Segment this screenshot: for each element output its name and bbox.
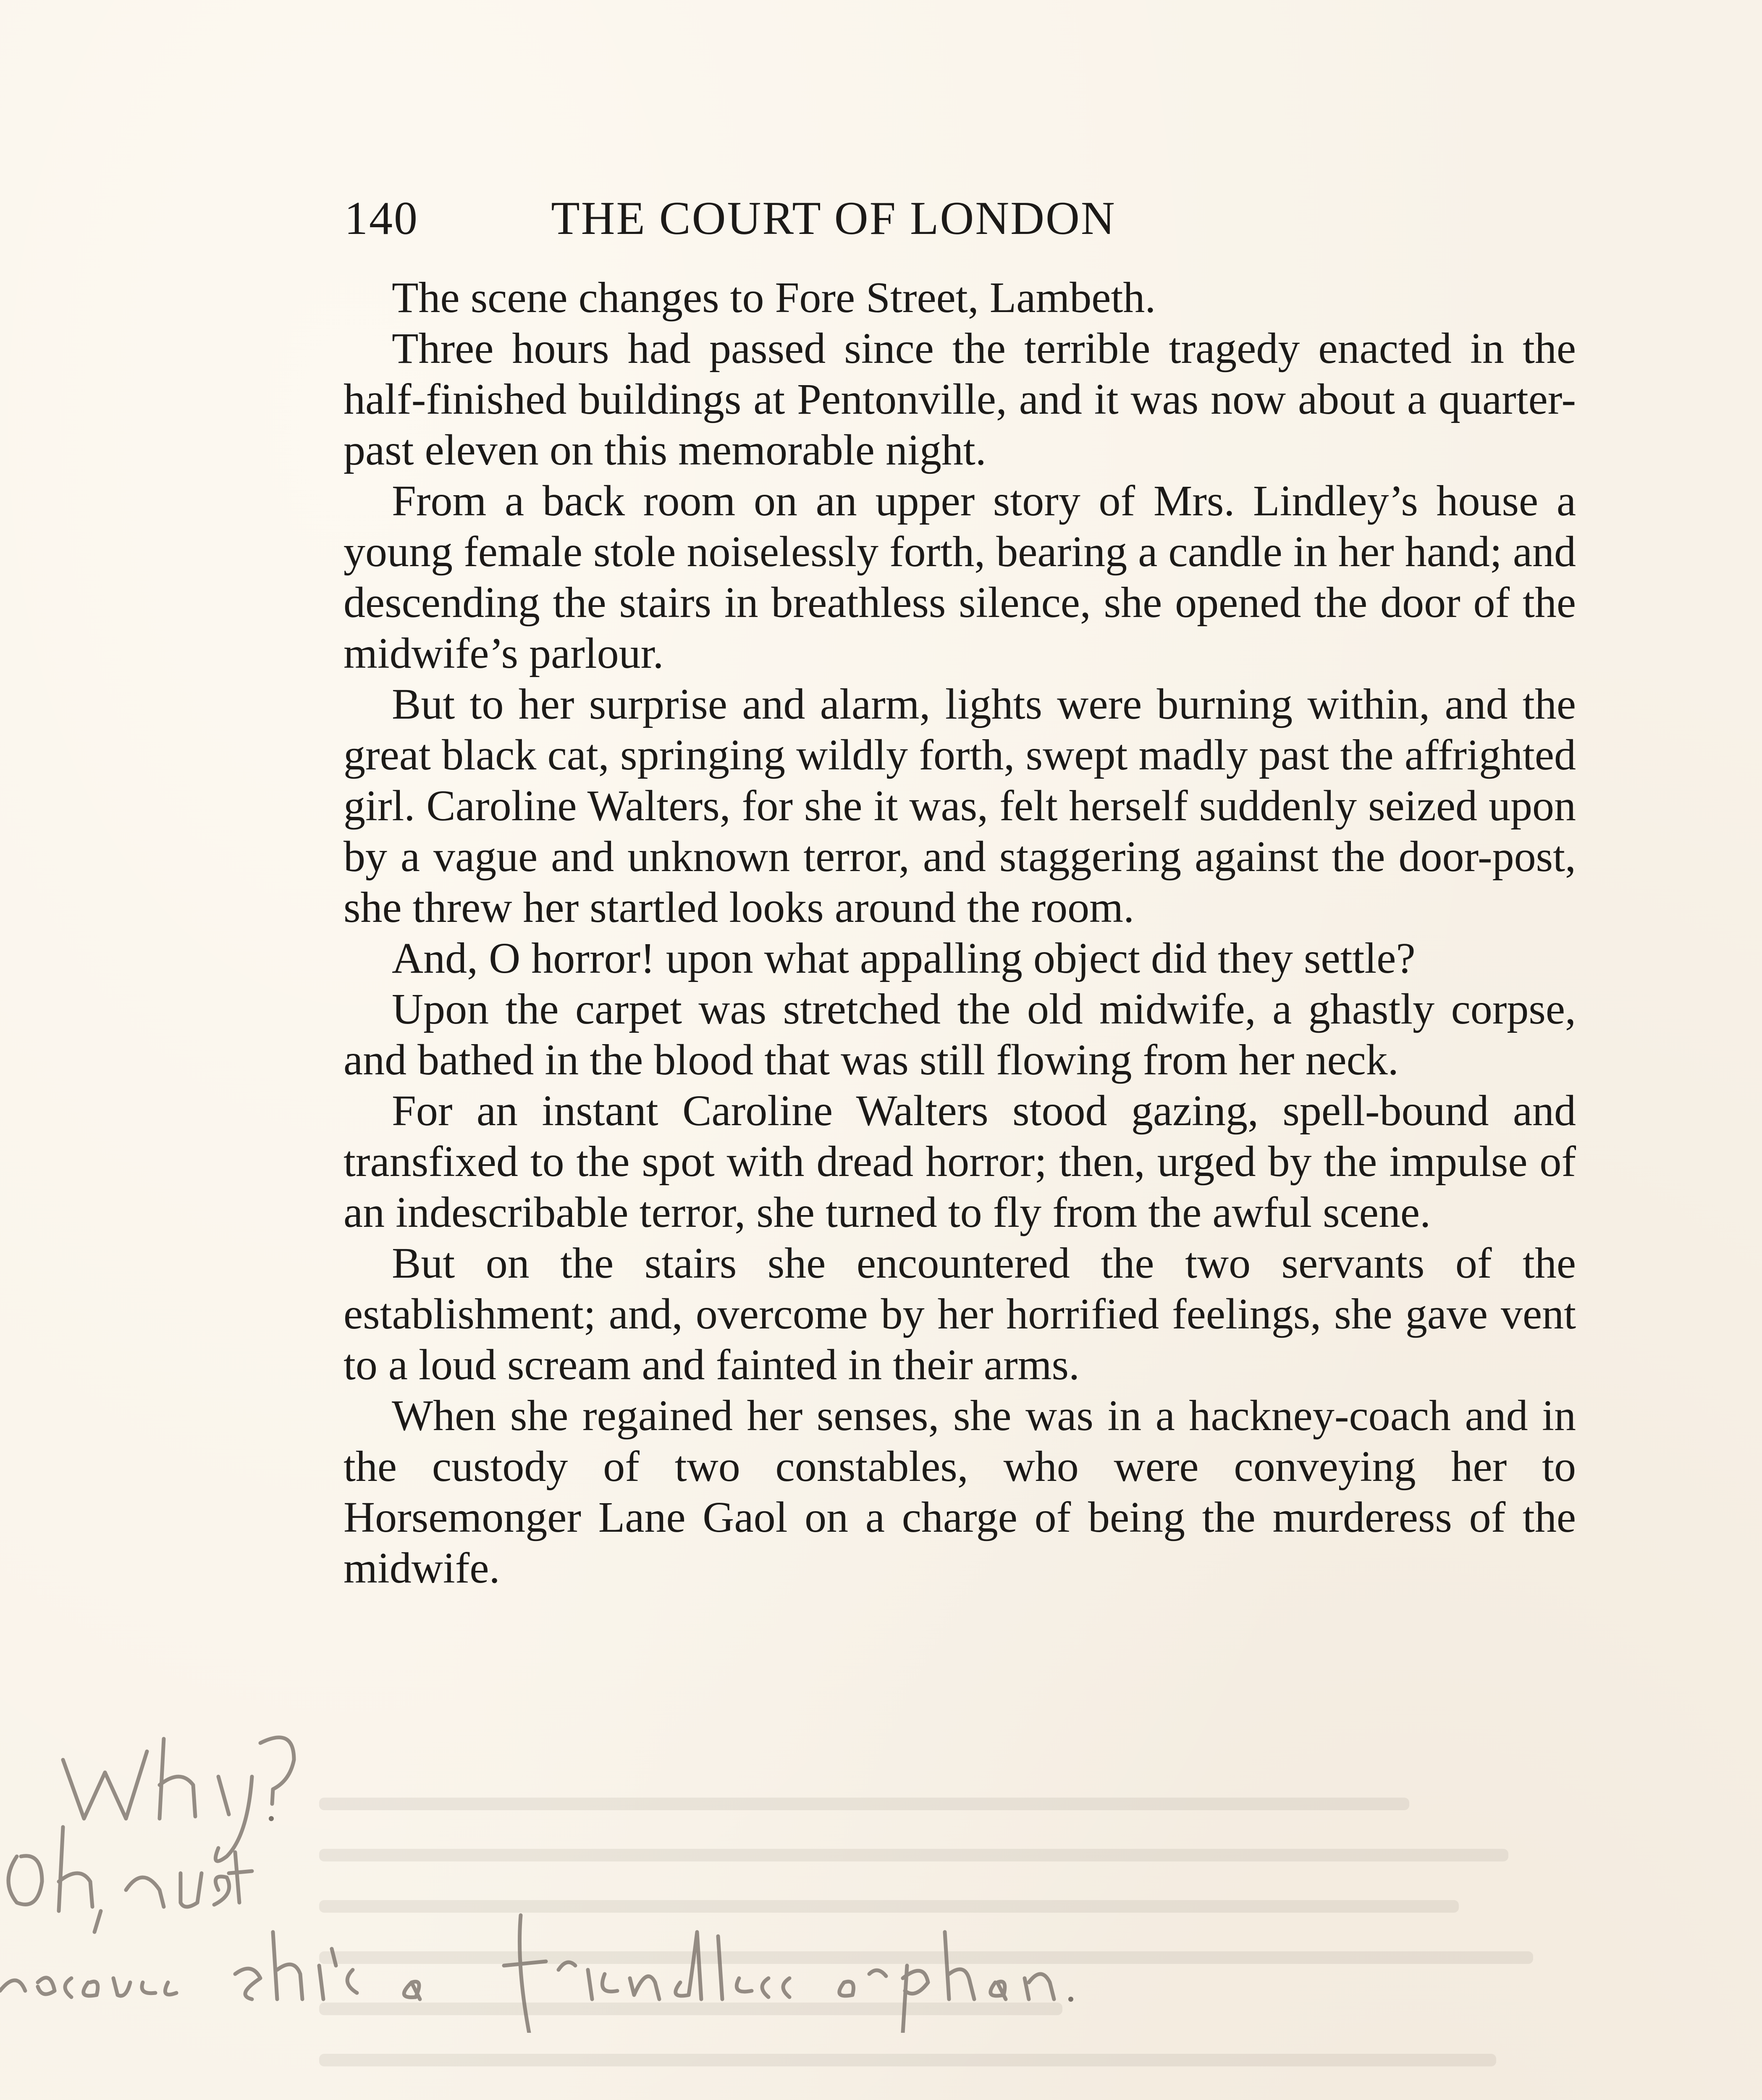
paragraph: From a back room on an upper story of Mrs. Lindley’s house a young female stole noiselessly forth, bearing a candle in her hand; and descending the stairs in breathless silence, she opened the door of the midwife’s parlour. — [343, 477, 1576, 677]
paragraph: When she regained her senses, she was in a hackney-coach and in the custody of two constables, who were conveying her to Horsemonger Lane Gaol on a charge of being the murderess of the midwife. — [343, 1391, 1576, 1592]
paragraph: For an instant Caroline Walters stood gazing, spell-bound and transfixed to the spot with dread horror; then, urged by the impulse of an indescribable terror, she turned to fly from the awful scene. — [343, 1087, 1576, 1236]
paragraph: Upon the carpet was stretched the old midwife, a ghastly corpse, and bathed in the blood that was still flowing from her neck. — [343, 985, 1576, 1084]
paragraph: But on the stairs she encountered the two servants of the establishment; and, overcome by her horrified feelings, she gave vent to a loud scream and fainted in their arms. — [343, 1239, 1576, 1389]
paragraph: Three hours had passed since the terrible tragedy enacted in the half-finished buildings at Pentonville, and it was now about a quarter-past eleven on this memorable night. — [343, 324, 1576, 474]
body-text — [343, 272, 1576, 1593]
handwritten-margin-note — [0, 1714, 1134, 2033]
paragraph: The scene changes to Fore Street, Lambeth. — [392, 273, 1156, 322]
page-number: 140 — [344, 192, 419, 244]
book-title: THE COURT OF LONDON — [551, 192, 1116, 244]
paragraph: But to her surprise and alarm, lights were burning within, and the great black cat, springing wildly forth, swept madly past the affrighted girl. Caroline Walters, for she it was, felt herself suddenly seized upon by a vague and unknown terror, and staggering against the door-post, she threw her startled looks around the room. — [343, 680, 1576, 932]
running-head — [344, 185, 1289, 252]
paragraph: And, O horror! upon what appalling object did they settle? — [392, 934, 1416, 982]
